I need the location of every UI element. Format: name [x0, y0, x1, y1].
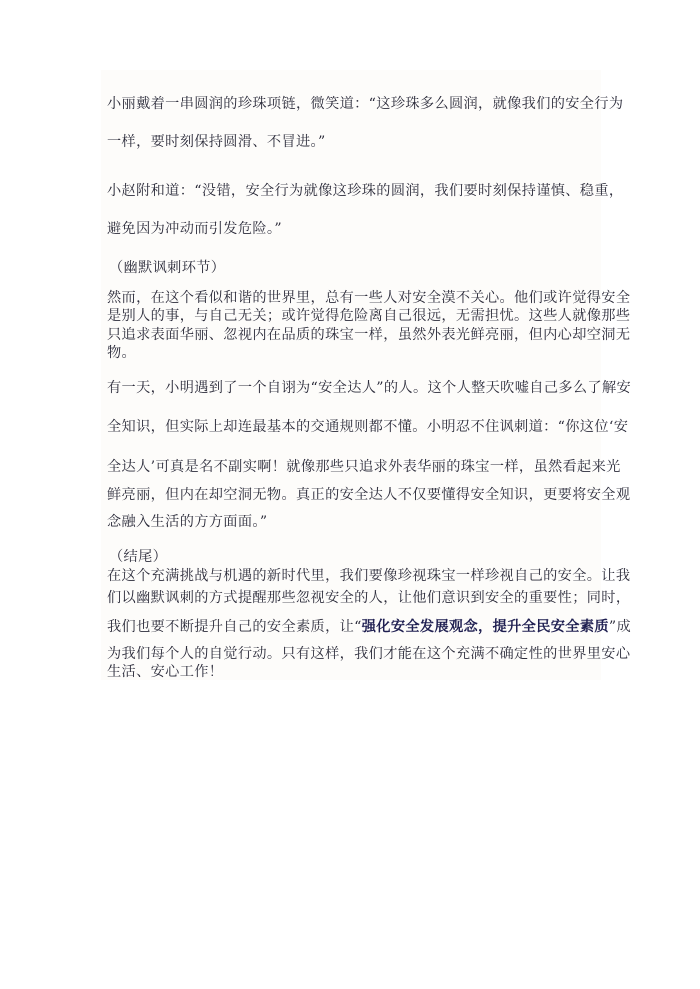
text-line: 一样，要时刻保持圆滑、不冒进。”: [107, 134, 326, 150]
text-segment: ”成: [608, 619, 632, 635]
text-line: 小丽戴着一串圆润的珍珠项链，微笑道：“这珍珠多么圆润，就像我们的安全行为: [107, 96, 624, 112]
highlight-slogan: 强化安全发展观念，提升全民安全素质: [361, 619, 609, 635]
text-segment: 我们也要不断提升自己的安全素质，让“: [107, 619, 362, 635]
text-line: 全达人’可真是名不副实啊！就像那些只追求外表华丽的珠宝一样，虽然看起来光: [107, 459, 621, 475]
text-line: 小赵附和道：“没错，安全行为就像这珍珠的圆润，我们要时刻保持谨慎、稳重，: [107, 183, 624, 199]
text-line: 全知识，但实际上却连最基本的交通规则都不懂。小明忍不住讽刺道：“你这位‘安: [107, 419, 629, 435]
text-line: 是别人的事，与自己无关；或许觉得危险离自己很远，无需担忧。这些人就像那些: [107, 308, 631, 324]
text-line: 物。: [107, 345, 137, 361]
section-heading: （幽默讽刺环节）: [109, 260, 226, 276]
text-line: 们以幽默讽刺的方式提醒那些忽视安全的人，让他们意识到安全的重要性；同时，: [107, 590, 631, 606]
text-line: 在这个充满挑战与机遇的新时代里，我们要像珍视珠宝一样珍视自己的安全。让我: [107, 568, 631, 584]
text-line: 有一天，小明遇到了一个自诩为“安全达人”的人。这个人整天吹嘘自己多么了解安: [107, 380, 632, 396]
text-line: 然而，在这个看似和谐的世界里，总有一些人对安全漠不关心。他们或许觉得安全: [107, 290, 631, 306]
text-line: 念融入生活的方方面面。”: [107, 514, 268, 530]
text-line: 生活、安心工作！: [107, 664, 224, 680]
section-heading: （结尾）: [109, 549, 168, 565]
text-line: 鲜亮丽，但内在却空洞无物。真正的安全达人不仅要懂得安全知识，更要将安全观: [107, 487, 631, 503]
text-line: 为我们每个人的自觉行动。只有这样，我们才能在这个充满不确定性的世界里安心: [107, 646, 631, 662]
text-line-highlight: [107, 616, 631, 636]
text-line: 避免因为冲动而引发危险。”: [107, 221, 282, 237]
text-line: 只追求表面华丽、忽视内在品质的珠宝一样，虽然外表光鲜亮丽，但内心却空洞无: [107, 327, 631, 343]
